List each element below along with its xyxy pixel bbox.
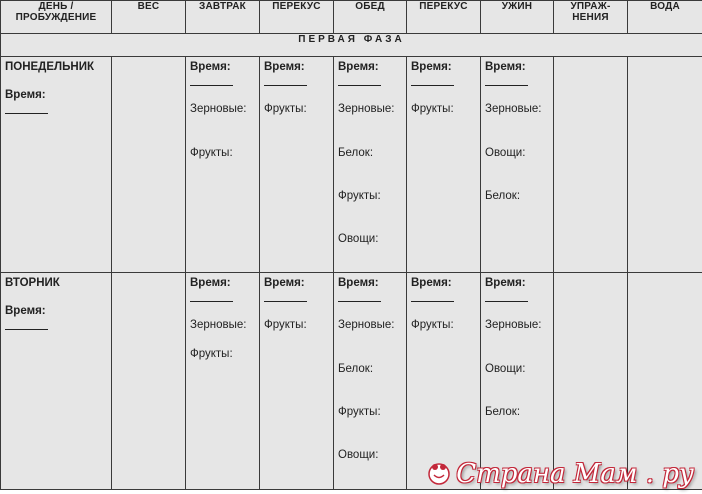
water-cell[interactable] (628, 57, 702, 273)
time-line[interactable] (485, 85, 528, 86)
fruits-label: Фрукты: (264, 319, 307, 331)
header-dinner: УЖИН (481, 1, 554, 34)
time-label: Время: (411, 61, 452, 73)
phase-title: ПЕРВАЯ ФАЗА (1, 34, 702, 57)
dinner-cell[interactable] (481, 57, 554, 273)
protein-label: Белок: (338, 363, 373, 375)
protein-label: Белок: (485, 406, 520, 418)
wake-time-label: Время: (5, 89, 46, 101)
vegetables-label: Овощи: (485, 363, 525, 375)
wake-time-line[interactable] (5, 329, 48, 330)
time-line[interactable] (190, 301, 233, 302)
snack-2-cell[interactable] (407, 273, 481, 490)
time-label: Время: (264, 61, 305, 73)
day-row-monday (1, 57, 702, 273)
dinner-cell[interactable] (481, 273, 554, 490)
header-exercise: УПРАЖ- НЕНИЯ (554, 1, 628, 34)
header-weight: ВЕС (112, 1, 186, 34)
time-line[interactable] (338, 85, 381, 86)
header-breakfast: ЗАВТРАК (186, 1, 260, 34)
breakfast-cell[interactable] (186, 273, 260, 490)
time-label: Время: (485, 277, 526, 289)
day-cell[interactable] (1, 273, 112, 490)
fruits-label: Фрукты: (190, 348, 233, 360)
protein-label: Белок: (485, 190, 520, 202)
time-label: Время: (485, 61, 526, 73)
grains-label: Зерновые: (338, 103, 394, 115)
grains-label: Зерновые: (338, 319, 394, 331)
day-row-tuesday (1, 273, 702, 490)
time-label: Время: (190, 61, 231, 73)
header-row (1, 1, 702, 34)
header-day-wake: ДЕНЬ / ПРОБУЖДЕНИЕ (1, 1, 112, 34)
lunch-cell[interactable] (334, 273, 407, 490)
phase-row (1, 34, 702, 57)
time-line[interactable] (411, 301, 454, 302)
exercise-cell[interactable] (554, 273, 628, 490)
time-label: Время: (190, 277, 231, 289)
weight-cell[interactable] (112, 273, 186, 490)
vegetables-label: Овощи: (338, 449, 378, 461)
time-label: Время: (411, 277, 452, 289)
header-snack-1: ПЕРЕКУС (260, 1, 334, 34)
snack-1-cell[interactable] (260, 57, 334, 273)
header-lunch: ОБЕД (334, 1, 407, 34)
fruits-label: Фрукты: (411, 103, 454, 115)
wake-time-label: Время: (5, 305, 46, 317)
snack-1-cell[interactable] (260, 273, 334, 490)
weight-cell[interactable] (112, 57, 186, 273)
lunch-cell[interactable] (334, 57, 407, 273)
time-line[interactable] (338, 301, 381, 302)
time-line[interactable] (264, 301, 307, 302)
strana-mam-logo-icon (426, 461, 452, 487)
breakfast-cell[interactable] (186, 57, 260, 273)
snack-2-cell[interactable] (407, 57, 481, 273)
header-snack-2: ПЕРЕКУС (407, 1, 481, 34)
day-name: ПОНЕДЕЛЬНИК (5, 61, 94, 73)
time-line[interactable] (264, 85, 307, 86)
fruits-label: Фрукты: (338, 406, 381, 418)
fruits-label: Фрукты: (190, 147, 233, 159)
exercise-cell[interactable] (554, 57, 628, 273)
header-water: ВОДА (628, 1, 702, 34)
site-watermark (426, 459, 694, 489)
time-line[interactable] (190, 85, 233, 86)
fruits-label: Фрукты: (338, 190, 381, 202)
day-name: ВТОРНИК (5, 277, 60, 289)
time-label: Время: (338, 61, 379, 73)
protein-label: Белок: (338, 147, 373, 159)
watermark-text: Страна Мам . ру (456, 459, 694, 489)
time-label: Время: (264, 277, 305, 289)
grains-label: Зерновые: (190, 103, 246, 115)
grains-label: Зерновые: (485, 319, 541, 331)
vegetables-label: Овощи: (338, 233, 378, 245)
grains-label: Зерновые: (485, 103, 541, 115)
wake-time-line[interactable] (5, 113, 48, 114)
grains-label: Зерновые: (190, 319, 246, 331)
time-label: Время: (338, 277, 379, 289)
day-cell[interactable] (1, 57, 112, 273)
fruits-label: Фрукты: (264, 103, 307, 115)
vegetables-label: Овощи: (485, 147, 525, 159)
time-line[interactable] (485, 301, 528, 302)
fruits-label: Фрукты: (411, 319, 454, 331)
water-cell[interactable] (628, 273, 702, 490)
time-line[interactable] (411, 85, 454, 86)
